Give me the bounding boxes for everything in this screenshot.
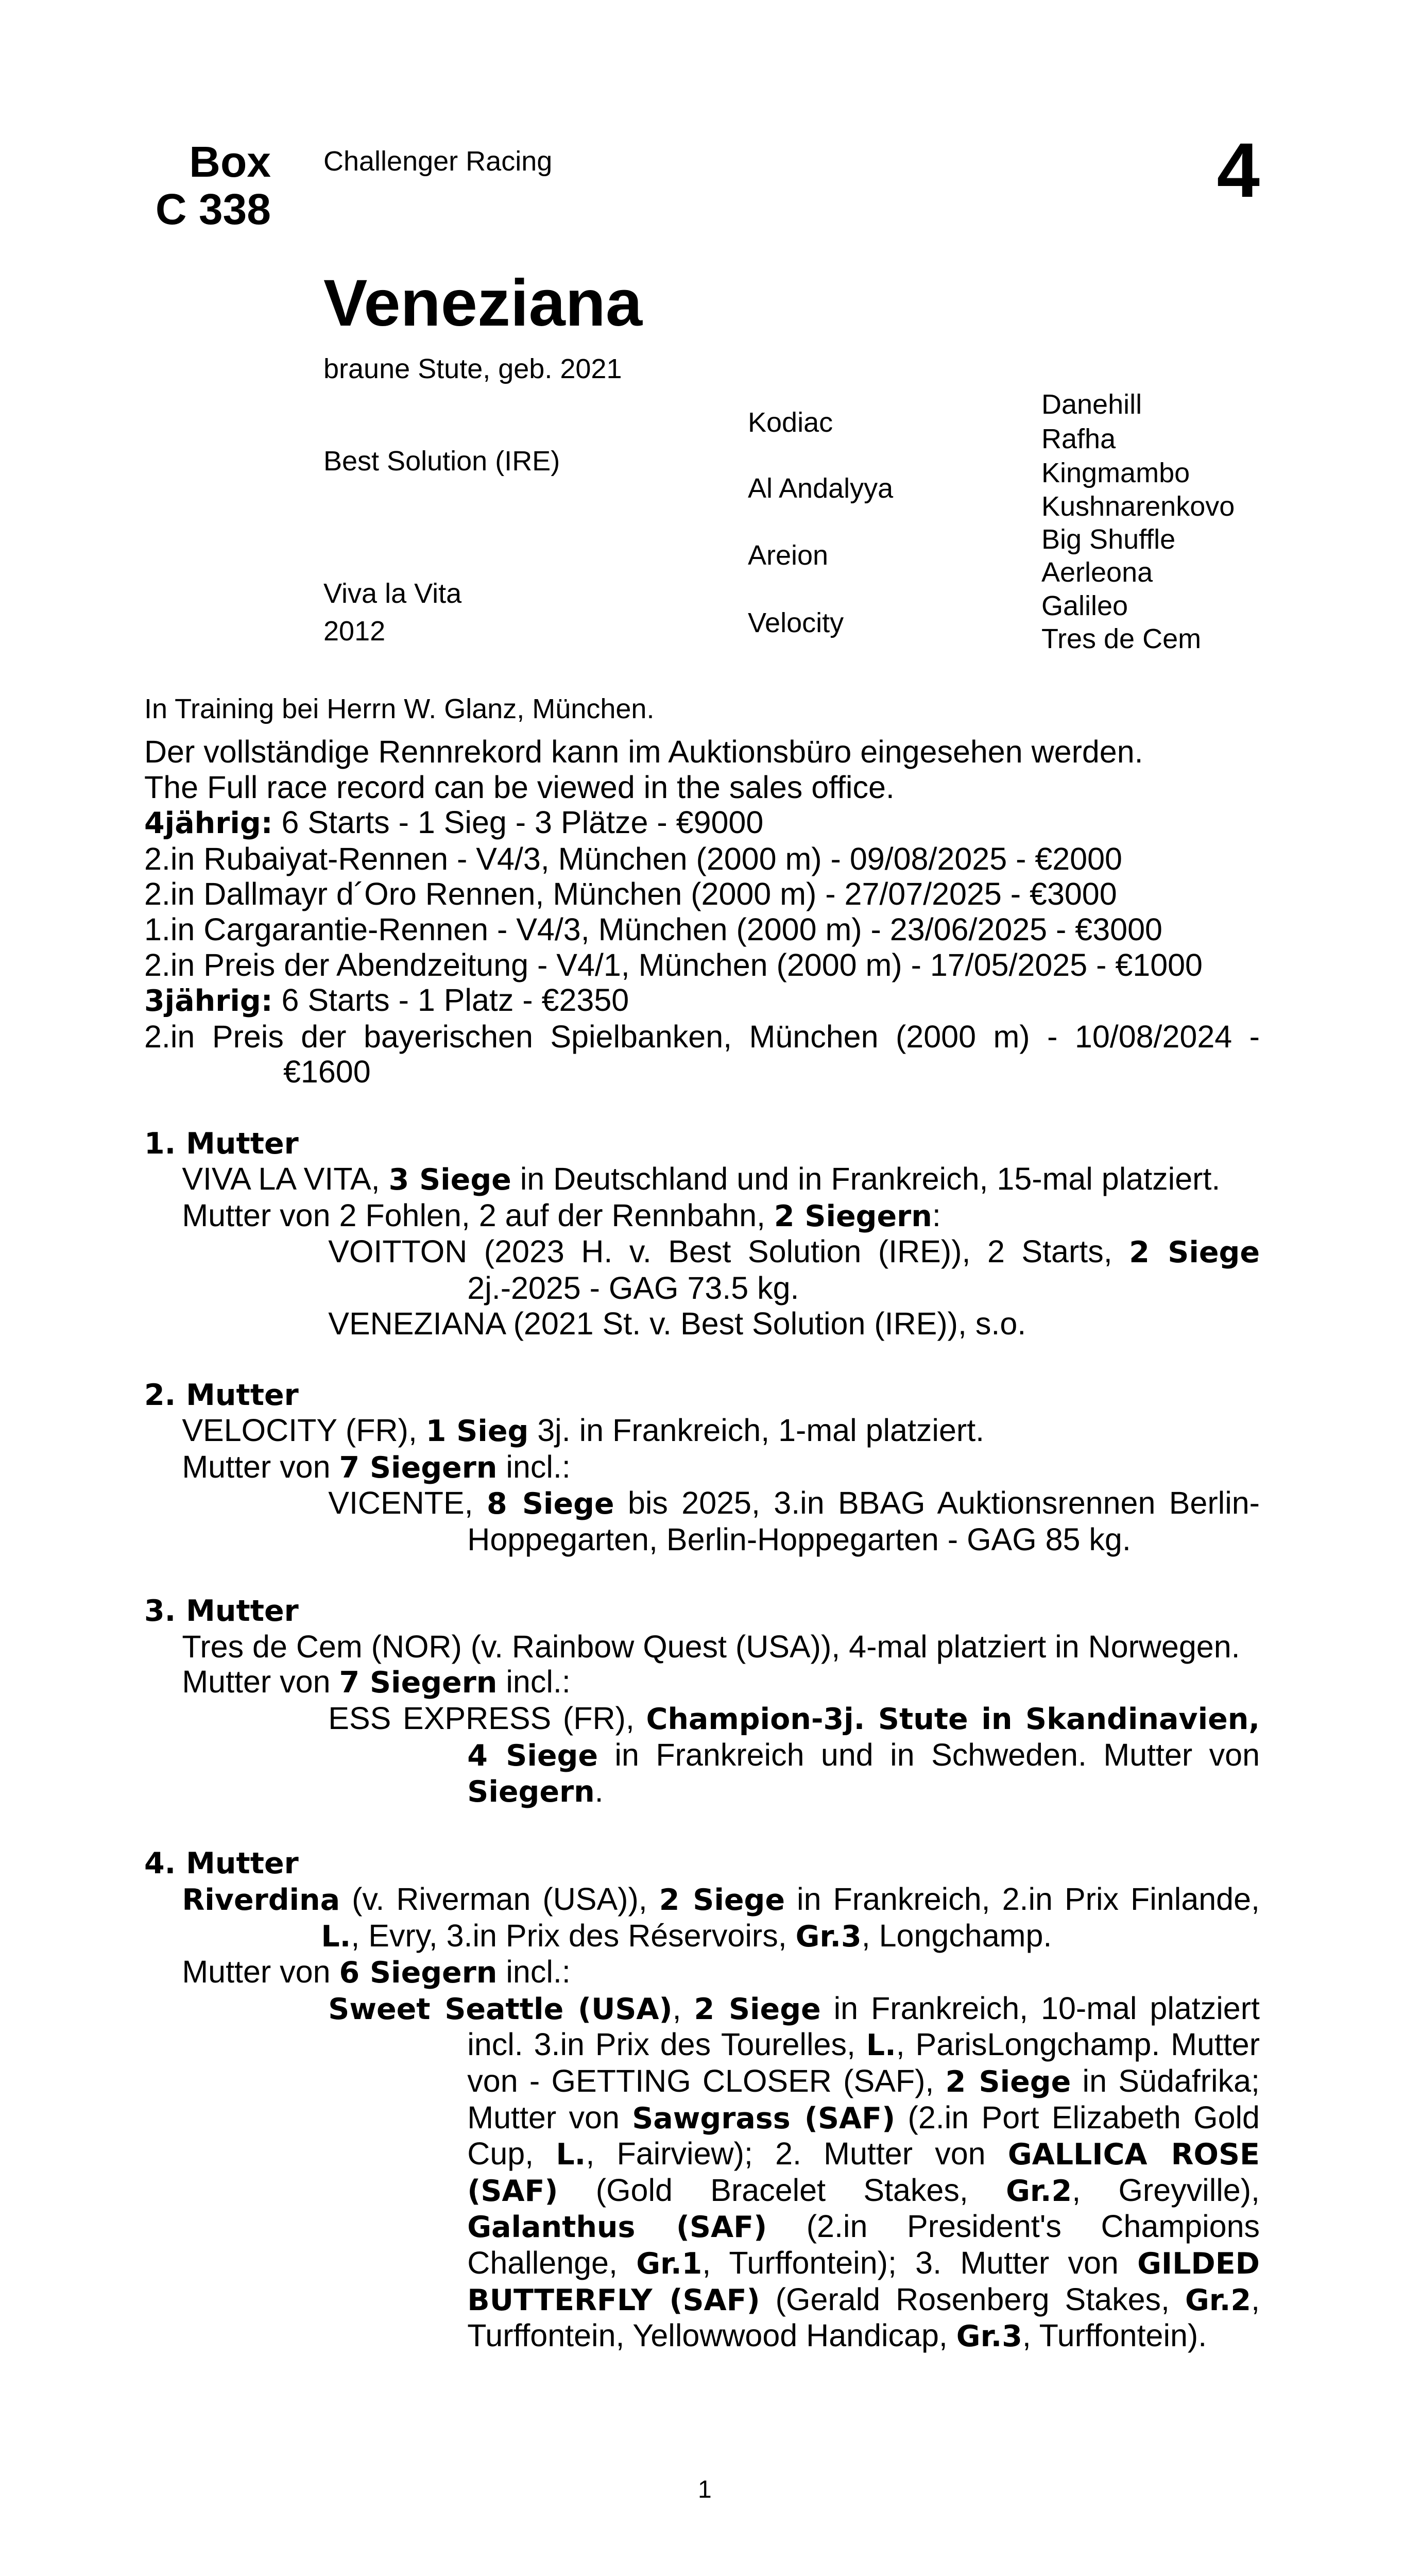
horse-description: braune Stute, geb. 2021 (323, 353, 622, 384)
text: Tres de Cem (NOR) (v. Rainbow Quest (USA)), 4-mal platziert in Norwegen. (182, 1629, 1240, 1664)
bold-text: 2 Siegern (774, 1199, 932, 1233)
bold-text: 2 Siege (945, 2064, 1071, 2099)
text: 6 Starts - 1 Platz - €2350 (272, 982, 629, 1018)
lot-number: 4 (1217, 127, 1260, 213)
pedigree-great-grandparent: Galileo (1041, 590, 1128, 621)
pedigree-grandparent: Al Andalyya (748, 473, 894, 504)
text: , Turffontein, Yellowwood Handicap, (467, 2281, 1260, 2353)
bold-text: Sweet Seattle (USA) (328, 1992, 673, 2026)
pedigree-great-grandparent: Danehill (1041, 389, 1142, 420)
bold-text: GALLICA ROSE (SAF) (467, 2138, 1260, 2208)
bold-text: 2 Siege (1129, 1235, 1260, 1270)
text: 1.in Cargarantie-Rennen - V4/3, München (2000 m) - 23/06/2025 - €3000 (144, 911, 1162, 947)
bold-text: Sawgrass (SAF) (632, 2101, 896, 2136)
text-paragraph (182, 1198, 1260, 1234)
training-info: In Training bei Herrn W. Glanz, München. (144, 693, 655, 724)
text-paragraph (144, 912, 1260, 947)
text-paragraph (144, 947, 1260, 983)
text: in Deutschland und in Frankreich, 15-mal platziert. (511, 1161, 1221, 1197)
bold-text: 3jährig: (144, 984, 273, 1019)
text: (Gerald Rosenberg Stakes, (760, 2281, 1185, 2317)
pedigree-dam-year: 2012 (323, 616, 386, 647)
bold-text: Gr.1 (636, 2246, 703, 2281)
text: Mutter von 2 Fohlen, 2 auf der Rennbahn, (182, 1197, 774, 1233)
text-paragraph (144, 1125, 1260, 1162)
text-paragraph (328, 1991, 1260, 2354)
text: incl.: (497, 1449, 571, 1484)
pedigree-great-grandparent: Aerleona (1041, 557, 1153, 588)
box-number: C 338 (155, 185, 271, 233)
seller-name: Challenger Racing (323, 146, 553, 177)
section-gap (144, 1557, 1260, 1593)
text: in Frankreich, 10-mal platziert incl. 3.in Prix des Tourelles, (467, 1990, 1260, 2062)
bold-text: 6 Siegern (339, 1956, 498, 1990)
text: : (932, 1197, 941, 1233)
section-gap (144, 1341, 1260, 1377)
bold-text: 3. Mutter (144, 1594, 299, 1629)
pedigree-grandparent: Areion (748, 540, 829, 571)
text: , Fairview); 2. Mutter von (586, 2136, 1008, 2172)
bold-text: 7 Siegern (339, 1666, 498, 1700)
bold-text: Galanthus (SAF) (467, 2210, 767, 2245)
bold-text: 4. Mutter (144, 1846, 299, 1881)
text: 2j.-2025 - GAG 73.5 kg. (467, 1270, 799, 1306)
text: in Südafrika; Mutter von (467, 2063, 1260, 2135)
bold-text: Gr.3 (956, 2319, 1022, 2354)
text: 2.in Rubaiyat-Rennen - V4/3, München (2000 m) - 09/08/2025 - €2000 (144, 841, 1122, 876)
text: (v. Riverman (USA)), (340, 1882, 659, 1917)
horse-name: Veneziana (323, 266, 642, 340)
text-paragraph (144, 805, 1260, 841)
text-paragraph (182, 1413, 1260, 1449)
text: Mutter von (182, 1664, 339, 1700)
text-paragraph (144, 770, 1260, 805)
text-paragraph (328, 1701, 1260, 1810)
pedigree-great-grandparent: Kushnarenkovo (1041, 491, 1235, 522)
bold-text: 8 Siege (486, 1487, 614, 1521)
bold-text: 2 Siege (659, 1883, 785, 1917)
bold-text: Siegern (467, 1775, 595, 1809)
text-paragraph (144, 1845, 1260, 1882)
race-record-and-family (144, 734, 1260, 2354)
text-paragraph (182, 1882, 1260, 1954)
text: Mutter von (182, 1449, 339, 1484)
pedigree-great-grandparent: Kingmambo (1041, 457, 1190, 488)
pedigree-grandparent: Kodiac (748, 407, 833, 438)
text-paragraph (144, 1592, 1260, 1629)
text: (2.in Port Elizabeth Gold Cup, (467, 2099, 1260, 2172)
text: VOITTON (2023 H. v. Best Solution (IRE)), 2 Starts, (328, 1234, 1129, 1269)
bold-text: Gr.2 (1006, 2174, 1072, 2208)
text-paragraph (328, 1234, 1260, 1306)
text: incl.: (497, 1954, 571, 1990)
pedigree-great-grandparent: Tres de Cem (1041, 623, 1202, 654)
text: in Frankreich, 2.in Prix Finlande, (785, 1882, 1260, 1917)
bold-text: 2. Mutter (144, 1378, 299, 1412)
text: . (594, 1773, 604, 1809)
text-paragraph (328, 1306, 1260, 1342)
bold-text: Riverdina (182, 1883, 340, 1917)
page-number: 1 (698, 2476, 712, 2503)
text-paragraph (144, 1019, 1260, 1090)
text: VELOCITY (FR), (182, 1413, 426, 1448)
bold-text: L. (556, 2138, 586, 2172)
text-paragraph (144, 734, 1260, 770)
bold-text: Champion-3j. Stute in Skandinavien, 4 Siege (467, 1702, 1260, 1773)
bold-text: 7 Siegern (339, 1450, 498, 1485)
text-paragraph (182, 1954, 1260, 1991)
text: Mutter von (182, 1954, 339, 1990)
text-paragraph (328, 1485, 1260, 1557)
text: (Gold Bracelet Stakes, (558, 2172, 1006, 2208)
text: ESS EXPRESS (FR), (328, 1701, 646, 1736)
pedigree-great-grandparent: Big Shuffle (1041, 524, 1176, 555)
text: , (672, 1990, 694, 2026)
text: in Frankreich und in Schweden. Mutter von (597, 1737, 1260, 1772)
text-paragraph (182, 1629, 1260, 1665)
box-label (156, 138, 271, 233)
text: , Turffontein); 3. Mutter von (702, 2245, 1138, 2280)
section-gap (144, 1810, 1260, 1845)
bold-text: 1 Sieg (425, 1414, 529, 1449)
text: 2.in Preis der bayerischen Spielbanken, München (2000 m) - 10/08/2024 - €1600 (144, 1019, 1260, 1090)
text: 6 Starts - 1 Sieg - 3 Plätze - €9000 (272, 805, 764, 840)
box-label-text: Box (189, 138, 271, 186)
bold-text: 4jährig: (144, 806, 273, 841)
text: , Greyville), (1072, 2172, 1260, 2208)
pedigree-dam: Viva la Vita (323, 578, 462, 609)
text: 2.in Preis der Abendzeitung - V4/1, München (2000 m) - 17/05/2025 - €1000 (144, 947, 1203, 982)
text: incl.: (497, 1664, 571, 1700)
pedigree-sire: Best Solution (IRE) (323, 446, 560, 477)
text: VENEZIANA (2021 St. v. Best Solution (IRE)), s.o. (328, 1306, 1026, 1341)
text: bis 2025, 3.in BBAG Auktionsrennen Berlin-Hoppegarten, Berlin-Hoppegarten - GAG 85 kg. (467, 1485, 1260, 1557)
text-paragraph (144, 982, 1260, 1019)
text: , Evry, 3.in Prix des Réservoirs, (351, 1918, 796, 1953)
bold-text: GILDED BUTTERFLY (SAF) (467, 2246, 1260, 2317)
bold-text: 1. Mutter (144, 1126, 299, 1161)
bold-text: 2 Siege (694, 1992, 821, 2026)
text: The Full race record can be viewed in the sales office. (144, 769, 895, 805)
text-paragraph (144, 876, 1260, 912)
text: (2.in President's Champions Challenge, (467, 2209, 1260, 2280)
text-paragraph (182, 1664, 1260, 1701)
text: , ParisLongchamp. Mutter von - GETTING CLOSER (SAF), (467, 2027, 1260, 2098)
bold-text: 3 Siege (388, 1163, 511, 1197)
text: , Longchamp. (861, 1918, 1052, 1953)
bold-text: L. (866, 2028, 896, 2063)
text: 3j. in Frankreich, 1-mal platziert. (528, 1413, 985, 1448)
text-paragraph (144, 841, 1260, 877)
pedigree-great-grandparent: Rafha (1041, 423, 1116, 454)
bold-text: L. (321, 1919, 351, 1954)
pedigree-grandparent: Velocity (748, 607, 844, 638)
text-paragraph (144, 1377, 1260, 1413)
bold-text: Gr.3 (795, 1919, 862, 1954)
text-paragraph (182, 1449, 1260, 1486)
text: 2.in Dallmayr d´Oro Rennen, München (2000 m) - 27/07/2025 - €3000 (144, 876, 1117, 912)
section-gap (144, 1090, 1260, 1125)
text-paragraph (182, 1161, 1260, 1198)
text: VICENTE, (328, 1485, 487, 1521)
text: VIVA LA VITA, (182, 1161, 389, 1197)
bold-text: Gr.2 (1185, 2283, 1252, 2317)
text: , Turffontein). (1022, 2318, 1207, 2353)
text: Der vollständige Rennrekord kann im Auktionsbüro eingesehen werden. (144, 734, 1143, 769)
